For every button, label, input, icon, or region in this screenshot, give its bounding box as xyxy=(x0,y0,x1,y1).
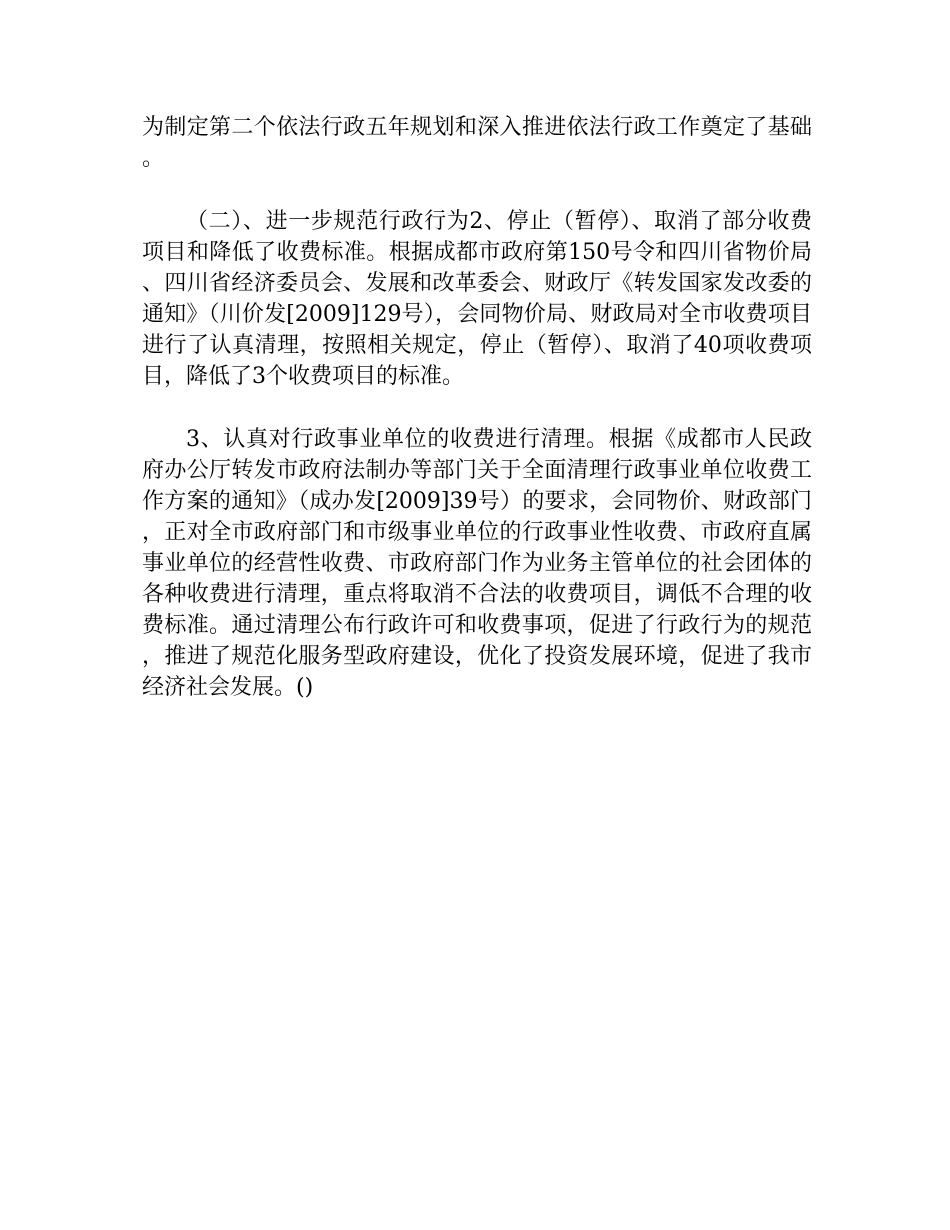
document-body xyxy=(142,112,812,703)
paragraph-item-three: 3、认真对行政事业单位的收费进行清理。根据《成都市人民政府办公厅转发市政府法制办等部门关于全面清理行政事业单位收费工作方案的通知》（成办发[2009]39号）的要求，会同物价、财政部门，正对全市政府部门和市级事业单位的行政事业性收费、市政府直属事业单位的经营性收费、市政府部门作为业务主管单位的社会团体的各种收费进行清理，重点将取消不合法的收费项目，调低不合理的收费标准。通过清理公布行政许可和收费事项，促进了行政行为的规范，推进了规范化服务型政府建设，优化了投资发展环境，促进了我市经济社会发展。() xyxy=(142,427,812,700)
paragraph-continuation: 为制定第二个依法行政五年规划和深入推进依法行政工作奠定了基础。 xyxy=(142,115,812,171)
paragraph-section-two: （二）、进一步规范行政行为2、停止（暂停）、取消了部分收费项目和降低了收费标准。根据成都市政府第150号令和四川省物价局、四川省经济委员会、发展和改革委会、财政厅《转发国家发改委的通知》（川价发[2009]129号），会同物价局、财政局对全市收费项目进行了认真清理，按照相关规定，停止（暂停）、取消了40项收费项目，降低了3个收费项目的标准。 xyxy=(142,209,812,389)
